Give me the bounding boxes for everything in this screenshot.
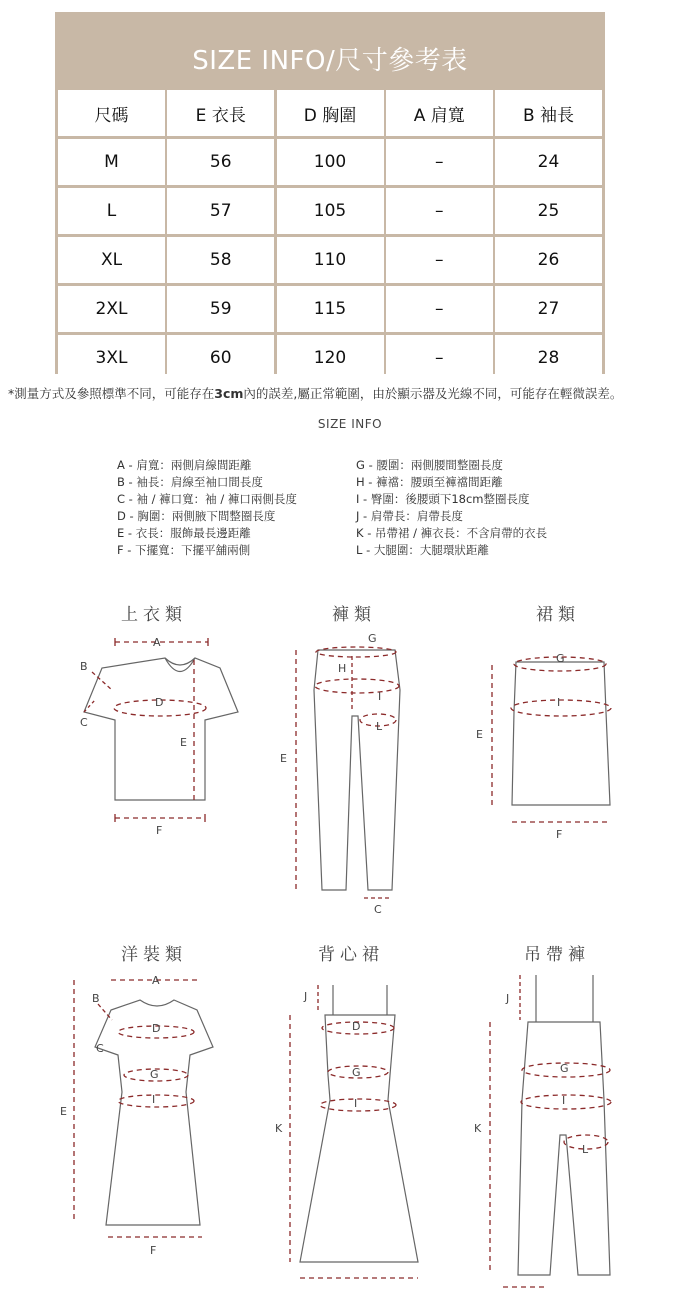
mark-g-skirt: G xyxy=(556,652,565,665)
legend-item: C - 袖 / 褲口寬：袖 / 褲口兩側長度 xyxy=(117,492,297,506)
legend-item: J - 肩帶長：肩帶長度 xyxy=(356,509,463,523)
mark-e-skirt: E xyxy=(476,728,483,741)
mark-i-dress: I xyxy=(152,1093,156,1106)
table-cell: 28 xyxy=(495,335,602,381)
mark-i-skirt: I xyxy=(557,696,561,709)
mark-h: H xyxy=(338,662,347,675)
table-cell: M xyxy=(58,139,165,185)
table-title: SIZE INFO/尺寸參考表 xyxy=(192,45,468,76)
table-cell: 27 xyxy=(495,286,602,332)
measurement-note: *測量方式及參照標準不同，可能存在3cm內的誤差,屬正常範圍，由於顯示器及光線不同，可能存在輕微誤差。 xyxy=(8,386,623,401)
mark-i-overalls: I xyxy=(562,1094,566,1107)
mark-i-vest: I xyxy=(354,1097,358,1110)
category-pants: 褲類 xyxy=(332,605,376,625)
mark-g-vest: G xyxy=(352,1066,361,1079)
mark-l: L xyxy=(376,720,383,733)
pants-diagram xyxy=(280,632,400,916)
table-header-cell: E 衣長 xyxy=(167,90,274,136)
table-header-cell: A 肩寬 xyxy=(386,90,493,136)
vest-dress-diagram xyxy=(275,985,418,1278)
mark-k-vest: K xyxy=(275,1122,283,1135)
legend-item: D - 胸圍：兩側腋下間整圈長度 xyxy=(117,509,276,523)
mark-l-overalls: L xyxy=(582,1143,589,1156)
mark-b: B xyxy=(80,660,88,673)
table-cell: 59 xyxy=(167,286,274,332)
mark-d: D xyxy=(155,696,164,709)
table-cell: – xyxy=(386,237,493,283)
table-cell: XL xyxy=(58,237,165,283)
legend-item: H - 褲襠：腰頭至褲襠間距離 xyxy=(356,475,503,489)
table-cell: L xyxy=(58,188,165,234)
category-skirts: 裙類 xyxy=(536,605,580,625)
mark-d-dress: D xyxy=(152,1022,161,1035)
table-cell: 24 xyxy=(495,139,602,185)
legend-item: F - 下擺寬：下擺平舖兩側 xyxy=(117,543,251,557)
table-cell: 25 xyxy=(495,188,602,234)
table-cell: – xyxy=(386,139,493,185)
table-header-cell: B 袖長 xyxy=(495,90,602,136)
mark-e-dress: E xyxy=(60,1105,67,1118)
legend-item: E - 衣長：服飾最長邊距離 xyxy=(117,526,251,540)
table-cell: – xyxy=(386,188,493,234)
mark-e: E xyxy=(180,736,187,749)
skirt-diagram xyxy=(476,652,611,841)
table-cell: 57 xyxy=(167,188,274,234)
table-cell: 3XL xyxy=(58,335,165,381)
mark-f-skirt: F xyxy=(556,828,563,841)
table-cell: 110 xyxy=(277,237,384,283)
table-header-cell: 尺碼 xyxy=(58,90,165,136)
mark-f-dress: F xyxy=(150,1244,157,1257)
category-vest-dress: 背心裙 xyxy=(318,945,384,965)
table-cell: 100 xyxy=(277,139,384,185)
mark-j-vest: J xyxy=(304,990,308,1003)
dress-diagram xyxy=(60,974,213,1257)
legend-item: L - 大腿圍：大腿環狀距離 xyxy=(356,543,489,557)
table-cell: 26 xyxy=(495,237,602,283)
table-cell: – xyxy=(386,286,493,332)
category-dresses: 洋裝類 xyxy=(121,945,187,965)
legend-item: B - 袖長：肩線至袖口間長度 xyxy=(117,475,263,489)
legend-item: K - 吊帶裙 / 褲衣長：不含肩帶的衣長 xyxy=(356,526,548,540)
mark-a-dress: A xyxy=(152,974,160,987)
mark-c-pants: C xyxy=(374,903,382,916)
mark-d-vest: D xyxy=(352,1020,361,1033)
table-cell: 105 xyxy=(277,188,384,234)
mark-b-dress: B xyxy=(92,992,100,1005)
mark-g-dress: G xyxy=(150,1068,159,1081)
table-cell: 58 xyxy=(167,237,274,283)
mark-c-dress: C xyxy=(96,1042,104,1055)
legend-item: I - 臀圍：後腰頭下18cm整圈長度 xyxy=(356,492,530,506)
table-header-cell: D 胸圍 xyxy=(277,90,384,136)
table-cell: 60 xyxy=(167,335,274,381)
tshirt-diagram xyxy=(80,636,238,837)
legend-item: A - 肩寬：兩側肩線間距離 xyxy=(117,458,252,472)
category-overalls: 吊帶褲 xyxy=(524,945,590,965)
table-cell: 115 xyxy=(277,286,384,332)
table-cell: 120 xyxy=(277,335,384,381)
mark-j-overalls: J xyxy=(506,992,510,1005)
mark-k-overalls: K xyxy=(474,1122,482,1135)
mark-g-overalls: G xyxy=(560,1062,569,1075)
table-cell: 2XL xyxy=(58,286,165,332)
overalls-diagram xyxy=(474,975,611,1287)
mark-a: A xyxy=(153,636,161,649)
mark-i: I xyxy=(378,690,382,703)
table-cell: 56 xyxy=(167,139,274,185)
size-info-subtitle: SIZE INFO xyxy=(317,417,383,431)
mark-c: C xyxy=(80,716,88,729)
mark-g: G xyxy=(368,632,377,645)
mark-f: F xyxy=(156,824,163,837)
mark-e-pants: E xyxy=(280,752,287,765)
table-cell: – xyxy=(386,335,493,381)
category-tops: 上衣類 xyxy=(121,605,187,625)
legend-item: G - 腰圍：兩側腰間整圈長度 xyxy=(356,458,503,472)
